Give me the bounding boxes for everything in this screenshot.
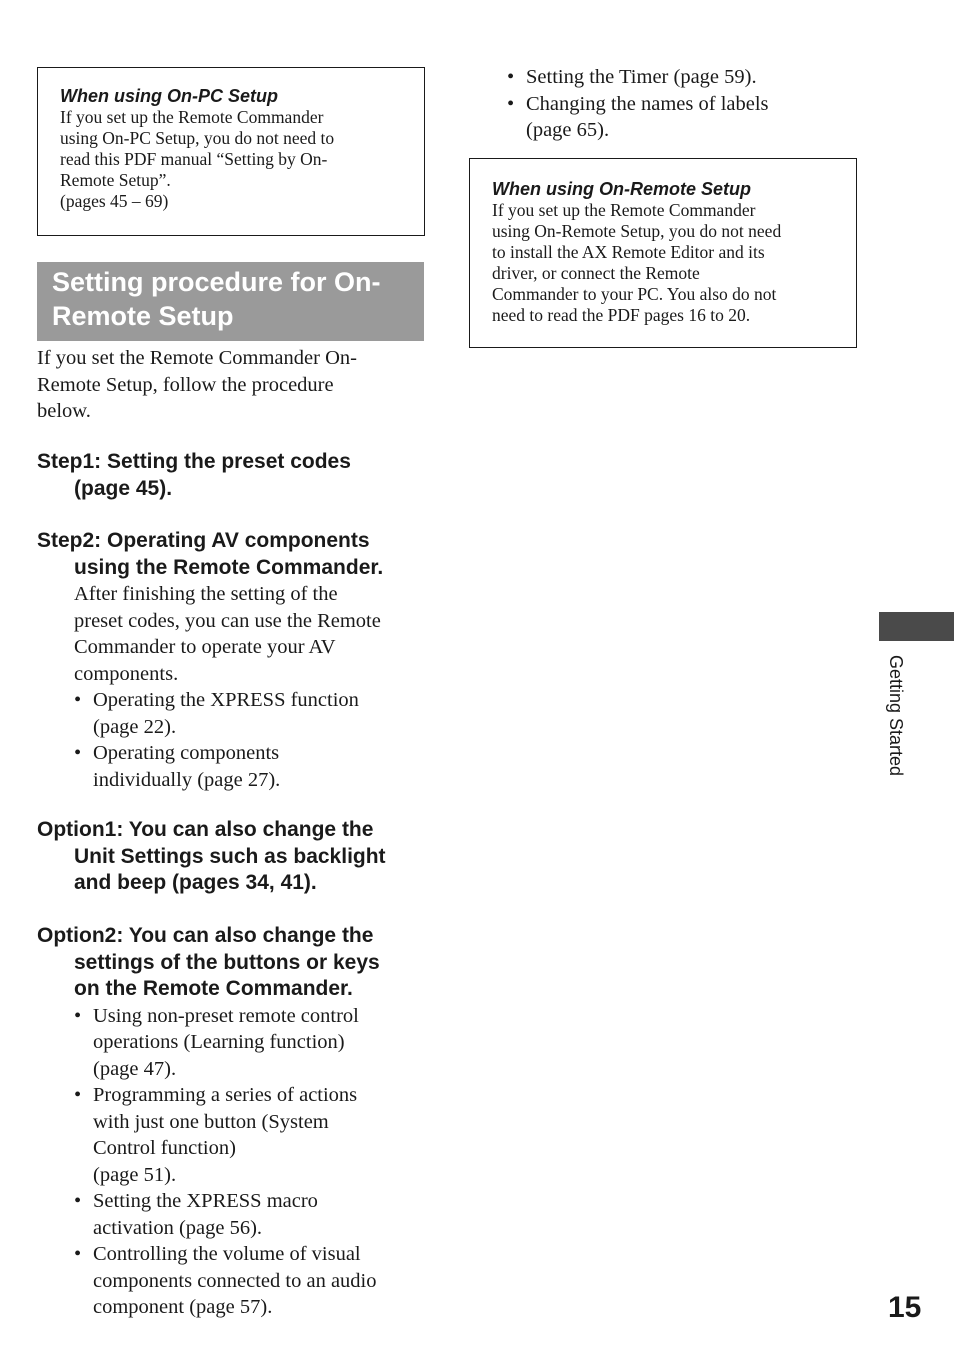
heading-line: Step1: Setting the preset codes — [37, 450, 351, 473]
body-line: components. — [74, 662, 179, 685]
bullet-glyph: • — [74, 1004, 82, 1027]
option2-bullet-list — [74, 1003, 427, 1321]
note-body — [60, 107, 404, 212]
note-line: to install the AX Remote Editor and its — [492, 242, 765, 262]
continued-bullet-list — [507, 64, 837, 144]
step2-body — [74, 581, 427, 793]
heading-line: Option2: You can also change the — [37, 924, 374, 947]
heading-line: Option1: You can also change the — [37, 818, 374, 841]
bullet-glyph: • — [74, 1190, 82, 1212]
list-item-line: Setting the XPRESS macro — [93, 1190, 318, 1212]
note-line: using On-PC Setup, you do not need to — [60, 128, 335, 148]
list-item-line: Control function) — [93, 1137, 236, 1159]
list-item — [74, 687, 427, 740]
list-item-line: (page 65). — [526, 119, 610, 141]
side-section-label — [884, 655, 908, 815]
intro-line: below. — [37, 400, 91, 422]
option1 — [37, 817, 427, 897]
list-item-line: Setting the Timer (page 59). — [526, 66, 757, 88]
step1-heading — [37, 449, 427, 502]
list-item — [74, 1241, 427, 1321]
body-line: preset codes, you can use the Remote — [74, 609, 381, 632]
note-line: read this PDF manual “Setting by On- — [60, 149, 328, 169]
list-item-line: with just one button (System — [93, 1110, 329, 1133]
step2-heading — [37, 528, 427, 581]
note-line: driver, or connect the Remote — [492, 263, 700, 283]
note-box-on-pc-setup — [37, 67, 425, 236]
note-body — [492, 200, 836, 326]
bullet-glyph: • — [74, 689, 82, 711]
section-title-line: Setting procedure for On- — [52, 267, 381, 297]
heading-line: and beep (pages 34, 41). — [74, 871, 317, 894]
note-box-on-remote-setup — [469, 158, 857, 348]
body-line: Commander to operate your AV — [74, 636, 336, 658]
note-line: Commander to your PC. You also do not — [492, 284, 777, 304]
side-section-label-text: Getting Started — [886, 655, 906, 777]
option1-heading — [37, 817, 427, 897]
list-item-line: Controlling the volume of visual — [93, 1243, 361, 1265]
step2-bullet-list — [74, 687, 427, 793]
note-line: using On-Remote Setup, you do not need — [492, 221, 782, 241]
list-item-line: individually (page 27). — [93, 768, 281, 791]
step2 — [37, 528, 427, 793]
list-item-line: Operating the XPRESS function — [93, 689, 359, 711]
list-item-line: Programming a series of actions — [93, 1084, 358, 1106]
list-item-line: (page 51). — [93, 1163, 177, 1186]
heading-line: using the Remote Commander. — [74, 555, 384, 579]
heading-line: settings of the buttons or keys — [74, 950, 380, 974]
list-item — [507, 64, 837, 91]
option2-heading — [37, 923, 427, 1003]
heading-line: Step2: Operating AV components — [37, 529, 370, 552]
section-title-line: Remote Setup — [52, 301, 234, 331]
intro-line: Remote Setup, follow the procedure — [37, 373, 334, 396]
list-item-line: Using non-preset remote control — [93, 1004, 359, 1027]
bullet-glyph: • — [74, 1084, 82, 1106]
option2 — [37, 923, 427, 1321]
bullet-glyph: • — [507, 66, 515, 88]
option2-body — [74, 1003, 427, 1321]
heading-line: (page 45). — [74, 476, 173, 500]
note-line: Remote Setup”. — [60, 170, 171, 190]
list-item — [74, 1188, 427, 1241]
list-item-line: (page 22). — [93, 715, 177, 738]
bullet-glyph: • — [74, 742, 82, 764]
section-title — [52, 265, 414, 333]
page-number: 15 — [888, 1291, 922, 1324]
list-item — [74, 740, 427, 793]
note-title: When using On-Remote Setup — [492, 179, 751, 199]
note-line: If you set up the Remote Commander — [492, 200, 756, 220]
list-item-line: Changing the names of labels — [526, 92, 769, 115]
list-item — [507, 91, 837, 144]
section-tab-marker — [879, 612, 954, 641]
list-item — [74, 1082, 427, 1188]
step1 — [37, 449, 427, 502]
list-item-line: operations (Learning function) — [93, 1031, 345, 1053]
bullet-glyph: • — [507, 92, 515, 115]
continued-bullets — [507, 64, 837, 144]
list-item-line: components connected to an audio — [93, 1269, 377, 1292]
heading-line: on the Remote Commander. — [74, 977, 353, 1000]
note-title: When using On-PC Setup — [60, 86, 278, 106]
heading-line: Unit Settings such as backlight — [74, 844, 386, 868]
list-item-line: Operating components — [93, 742, 280, 764]
note-line: need to read the PDF pages 16 to 20. — [492, 305, 751, 325]
body-line: After finishing the setting of the — [74, 583, 338, 605]
section-banner — [37, 262, 424, 341]
list-item-line: component (page 57). — [93, 1296, 273, 1318]
note-line: (pages 45 – 69) — [60, 191, 169, 211]
list-item-line: activation (page 56). — [93, 1216, 263, 1239]
list-item-line: (page 47). — [93, 1057, 177, 1080]
note-line: If you set up the Remote Commander — [60, 107, 324, 127]
bullet-glyph: • — [74, 1243, 82, 1265]
list-item — [74, 1003, 427, 1083]
intro-line: If you set the Remote Commander On- — [37, 347, 357, 369]
intro-paragraph — [37, 345, 417, 425]
